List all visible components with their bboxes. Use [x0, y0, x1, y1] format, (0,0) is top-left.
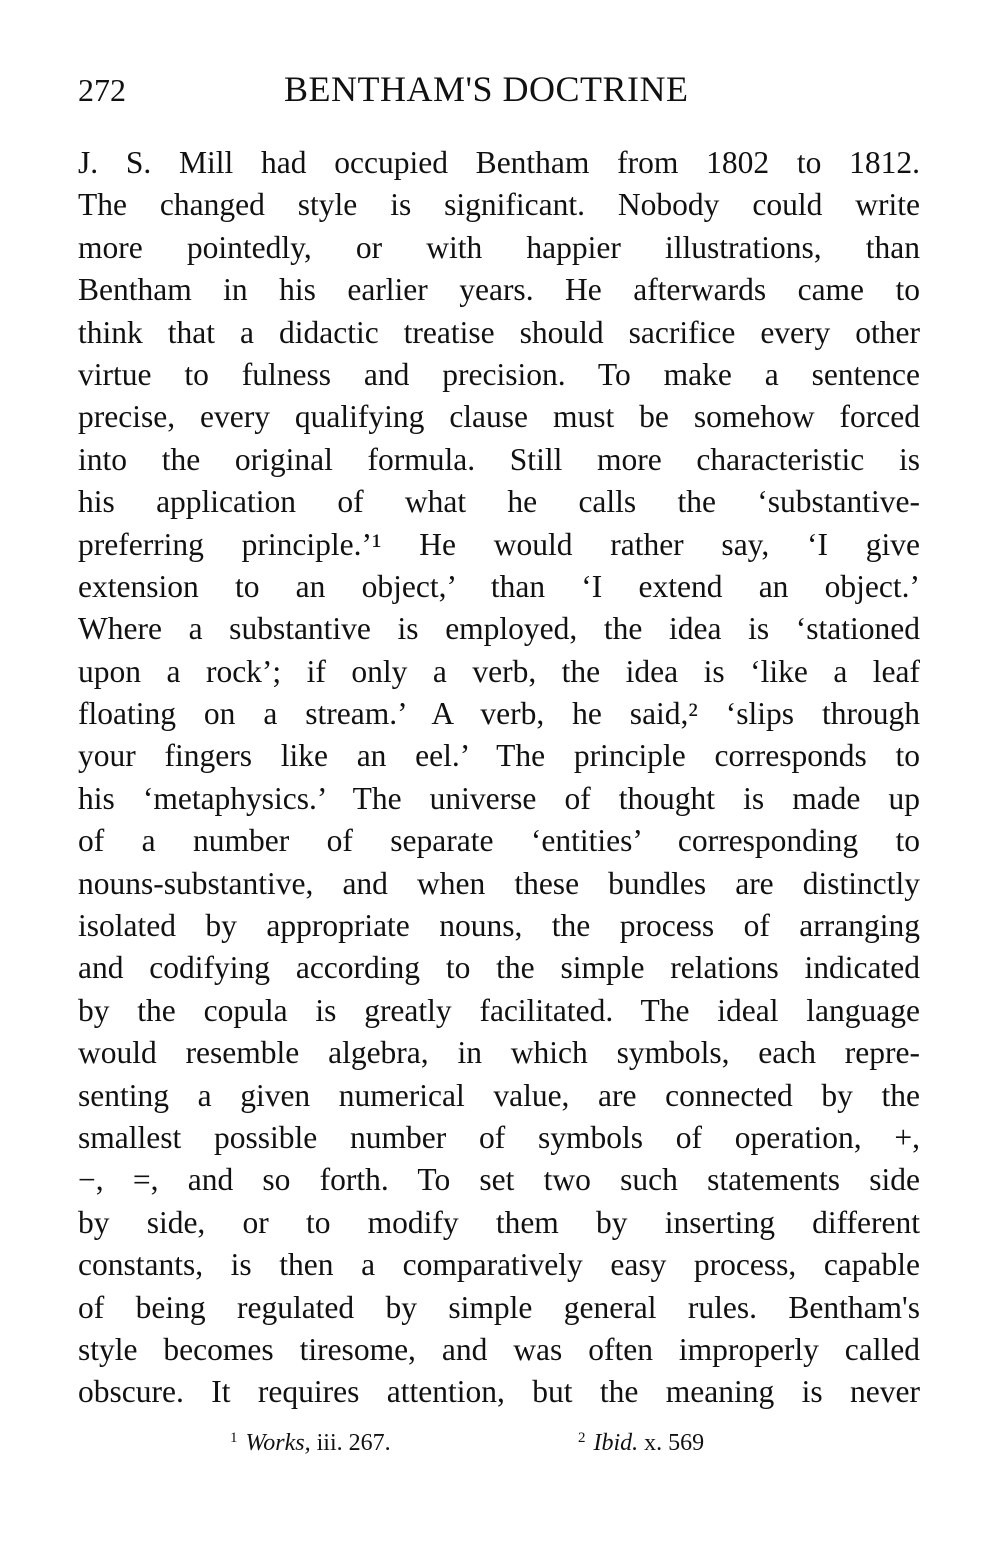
text-line: Bentham in his earlier years. He afterwards came to	[78, 272, 920, 308]
page-number: 272	[78, 72, 126, 108]
text-line: think that a didactic treatise should sacrifice every other	[78, 314, 920, 350]
text-line: his application of what he calls the ‘substantive-	[78, 484, 920, 520]
text-line: senting a given numerical value, are connected by the	[78, 1077, 920, 1113]
running-title: BENTHAM'S DOCTRINE	[284, 69, 689, 109]
text-line: into the original formula. Still more characteristic is	[78, 441, 920, 477]
text-line: constants, is then a comparatively easy process, capable	[78, 1247, 920, 1283]
text-line: extension to an object,’ than ‘I extend an object.’	[78, 568, 920, 604]
footnote-marker: 1	[230, 1430, 238, 1446]
footnote-2	[578, 1430, 704, 1457]
page-header	[78, 68, 920, 118]
text-line: would resemble algebra, in which symbols, each repre-	[78, 1035, 920, 1071]
text-line: by side, or to modify them by inserting different	[78, 1204, 920, 1240]
text-line: precise, every qualifying clause must be somehow forced	[78, 399, 920, 435]
text-line: by the copula is greatly facilitated. The ideal language	[78, 992, 920, 1028]
text-line: J. S. Mill had occupied Bentham from 1802 to 1812.	[78, 145, 920, 180]
text-line: preferring principle.’¹ He would rather say, ‘I give	[78, 526, 920, 562]
footnote-ref: iii. 267.	[310, 1430, 391, 1456]
body-text	[78, 142, 920, 1414]
text-line: smallest possible number of symbols of operation, +,	[78, 1119, 920, 1155]
text-line: of being regulated by simple general rules. Bentham's	[78, 1289, 920, 1325]
text-line: The changed style is significant. Nobody could write	[78, 187, 920, 223]
text-line: isolated by appropriate nouns, the process of arranging	[78, 908, 920, 944]
footnote-source: Ibid.	[593, 1430, 639, 1456]
text-line: obscure. It requires attention, but the meaning is never	[78, 1374, 920, 1410]
footnote-ref: x. 569	[638, 1430, 705, 1456]
text-line: −, =, and so forth. To set two such statements side	[78, 1162, 920, 1198]
text-line: style becomes tiresome, and was often improperly called	[78, 1331, 920, 1367]
text-line: your fingers like an eel.’ The principle corresponds to	[78, 738, 920, 774]
text-line: floating on a stream.’ A verb, he said,² ‘slips through	[78, 696, 920, 732]
text-line: Where a substantive is employed, the idea is ‘stationed	[78, 611, 920, 647]
text-line: and codifying according to the simple relations indicated	[78, 950, 920, 986]
text-line: his ‘metaphysics.’ The universe of thought is made up	[78, 780, 920, 816]
footnote-marker: 2	[578, 1430, 586, 1446]
text-line: more pointedly, or with happier illustrations, than	[78, 229, 920, 265]
text-line: upon a rock’; if only a verb, the idea is ‘like a leaf	[78, 653, 920, 689]
text-line: of a number of separate ‘entities’ corresponding to	[78, 823, 920, 859]
footnote-1	[230, 1430, 391, 1457]
footnote-source: Works,	[245, 1430, 311, 1456]
text-line: nouns-substantive, and when these bundles are distinctly	[78, 865, 920, 901]
text-line: virtue to fulness and precision. To make a sentence	[78, 356, 920, 392]
